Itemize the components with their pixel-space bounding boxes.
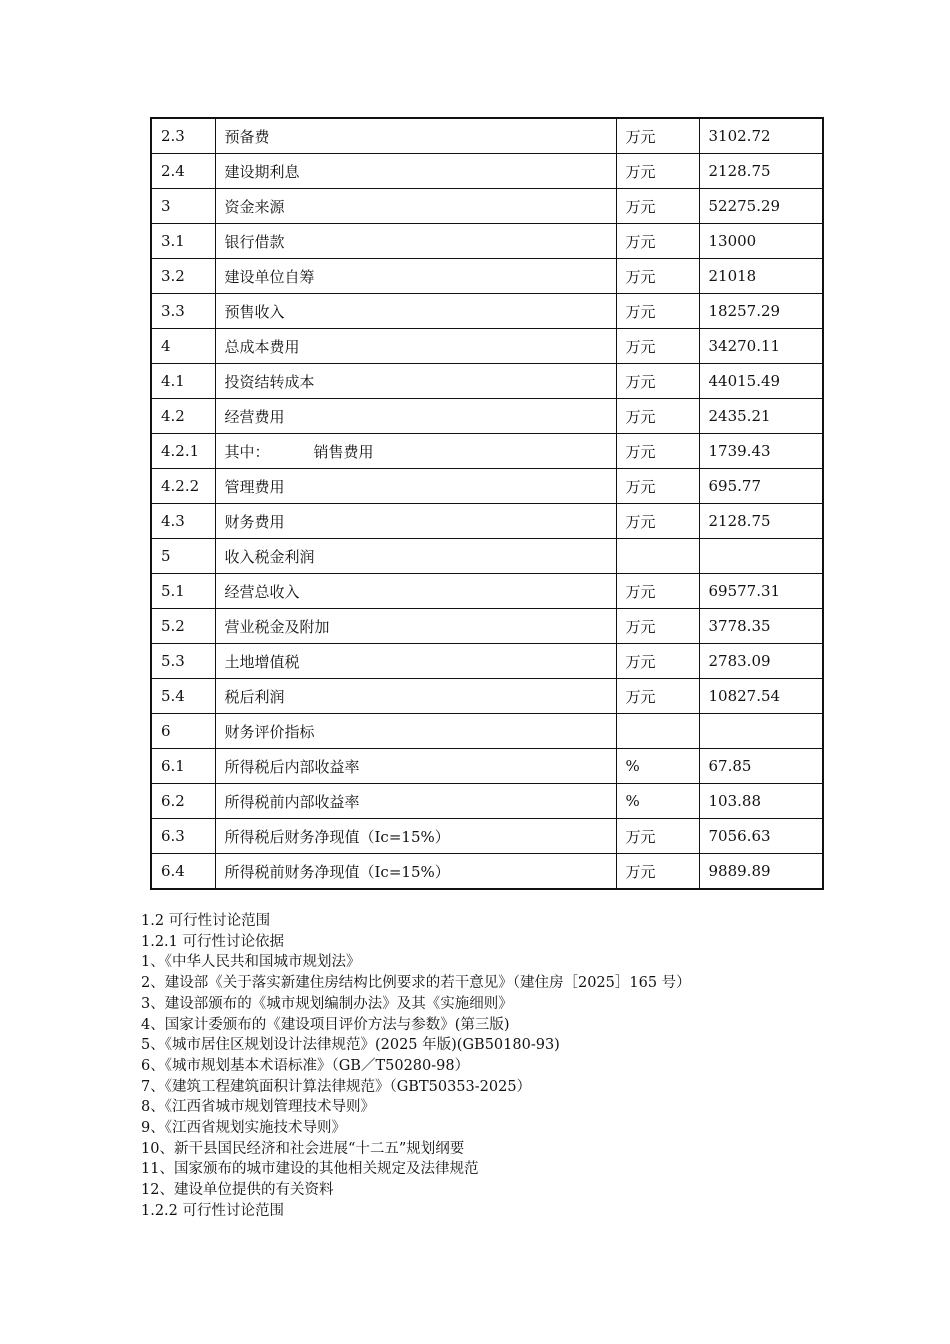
row-value: 2128.75 [699,154,823,189]
row-number: 3 [151,189,215,224]
table-row [151,364,823,399]
financial-indicators-table [150,117,824,890]
table-row [151,399,823,434]
row-number: 4.3 [151,504,215,539]
row-item: 所得税前财务净现值（Ic=15%） [215,854,616,890]
row-value [699,714,823,749]
row-number: 6 [151,714,215,749]
row-unit: 万元 [616,434,699,469]
row-value: 69577.31 [699,574,823,609]
basis-item: 9、《江西省规划实施技术导则》 [141,1120,346,1137]
row-item: 预售收入 [215,294,616,329]
row-item: 总成本费用 [215,329,616,364]
row-item: 经营费用 [215,399,616,434]
row-value: 3778.35 [699,609,823,644]
row-number: 5.4 [151,679,215,714]
table-row [151,294,823,329]
basis-item: 6、《城市规划基本术语标准》（GB／T50280-98） [141,1057,470,1074]
row-unit [616,539,699,574]
row-item: 建设期利息 [215,154,616,189]
basis-item: 8、《江西省城市规划管理技术导则》 [141,1099,375,1116]
basis-item: 4、国家计委颁布的《建设项目评价方法与参数》(第三版) [141,1016,510,1033]
row-unit: % [616,784,699,819]
row-item: 所得税前内部收益率 [215,784,616,819]
row-value: 18257.29 [699,294,823,329]
subsection-heading: 1.2.1 可行性讨论依据 [141,933,285,950]
body-text [141,911,901,1222]
row-unit: 万元 [616,399,699,434]
row-unit: 万元 [616,118,699,154]
row-value: 695.77 [699,469,823,504]
row-item: 银行借款 [215,224,616,259]
row-unit: 万元 [616,189,699,224]
table-row [151,189,823,224]
table-row [151,259,823,294]
row-unit: 万元 [616,679,699,714]
row-item-label: 销售费用 [313,442,374,461]
row-value: 52275.29 [699,189,823,224]
row-value: 21018 [699,259,823,294]
row-item: 资金来源 [215,189,616,224]
row-number: 5 [151,539,215,574]
table-row [151,609,823,644]
row-number: 4.1 [151,364,215,399]
row-value: 34270.11 [699,329,823,364]
row-number: 4 [151,329,215,364]
row-item: 营业税金及附加 [215,609,616,644]
row-item-prefix: 其中： [224,442,270,461]
row-value: 67.85 [699,749,823,784]
table-row [151,574,823,609]
row-value: 44015.49 [699,364,823,399]
row-value: 7056.63 [699,819,823,854]
row-number: 2.4 [151,154,215,189]
row-unit: % [616,749,699,784]
table-row [151,434,823,469]
row-item: 预备费 [215,118,616,154]
row-number: 6.1 [151,749,215,784]
row-item: 税后利润 [215,679,616,714]
row-unit: 万元 [616,224,699,259]
row-unit: 万元 [616,154,699,189]
row-number: 6.4 [151,854,215,890]
basis-item: 1、《中华人民共和国城市规划法》 [141,954,361,971]
table-row [151,749,823,784]
row-item: 所得税后内部收益率 [215,749,616,784]
row-unit: 万元 [616,574,699,609]
row-item: 经营总收入 [215,574,616,609]
row-number: 3.1 [151,224,215,259]
row-unit: 万元 [616,364,699,399]
row-unit: 万元 [616,329,699,364]
table-row [151,539,823,574]
row-number: 5.3 [151,644,215,679]
basis-item: 7、《建筑工程建筑面积计算法律规范》（GBT50353-2025） [141,1078,532,1095]
row-item: 管理费用 [215,469,616,504]
row-number: 5.2 [151,609,215,644]
row-item: 土地增值税 [215,644,616,679]
row-number: 6.2 [151,784,215,819]
basis-item: 12、建设单位提供的有关资料 [141,1182,334,1199]
table-row [151,154,823,189]
table-row [151,224,823,259]
row-value: 2783.09 [699,644,823,679]
row-unit: 万元 [616,609,699,644]
subsection-heading: 1.2.2 可行性讨论范围 [141,1202,285,1219]
row-value: 10827.54 [699,679,823,714]
table-row [151,714,823,749]
table-row [151,644,823,679]
row-value: 2435.21 [699,399,823,434]
section-heading: 1.2 可行性讨论范围 [141,913,271,929]
basis-item: 5、《城市居住区规划设计法律规范》(2025 年版)(GB50180-93) [141,1037,560,1054]
row-unit [616,714,699,749]
row-item: 所得税后财务净现值（Ic=15%） [215,819,616,854]
row-value: 13000 [699,224,823,259]
table-row [151,118,823,154]
row-unit: 万元 [616,854,699,890]
row-number: 5.1 [151,574,215,609]
row-value: 2128.75 [699,504,823,539]
table-row [151,504,823,539]
row-value: 9889.89 [699,854,823,890]
row-number: 4.2 [151,399,215,434]
row-number: 4.2.2 [151,469,215,504]
row-value: 1739.43 [699,434,823,469]
row-value: 3102.72 [699,118,823,154]
table-row [151,329,823,364]
row-number: 4.2.1 [151,434,215,469]
row-value: 103.88 [699,784,823,819]
row-number: 3.2 [151,259,215,294]
row-item: 财务费用 [215,504,616,539]
row-value [699,539,823,574]
row-item: 收入税金利润 [215,539,616,574]
row-number: 3.3 [151,294,215,329]
row-unit: 万元 [616,644,699,679]
row-unit: 万元 [616,504,699,539]
row-item: 建设单位自筹 [215,259,616,294]
basis-item: 10、新干县国民经济和社会进展“十二五”规划纲要 [141,1140,465,1157]
row-item: 投资结转成本 [215,364,616,399]
row-unit: 万元 [616,819,699,854]
row-item: 财务评价指标 [215,714,616,749]
row-unit: 万元 [616,294,699,329]
table-row [151,679,823,714]
row-item [215,434,616,469]
basis-item: 11、国家颁布的城市建设的其他相关规定及法律规范 [141,1161,479,1178]
table-row [151,819,823,854]
basis-item: 2、建设部《关于落实新建住房结构比例要求的若干意见》（建住房［2025］165 号） [141,975,691,992]
row-unit: 万元 [616,469,699,504]
row-number: 6.3 [151,819,215,854]
table-row [151,469,823,504]
basis-item: 3、建设部颁布的《城市规划编制办法》及其《实施细则》 [141,995,513,1012]
row-unit: 万元 [616,259,699,294]
row-number: 2.3 [151,118,215,154]
table-row [151,784,823,819]
table-row [151,854,823,890]
